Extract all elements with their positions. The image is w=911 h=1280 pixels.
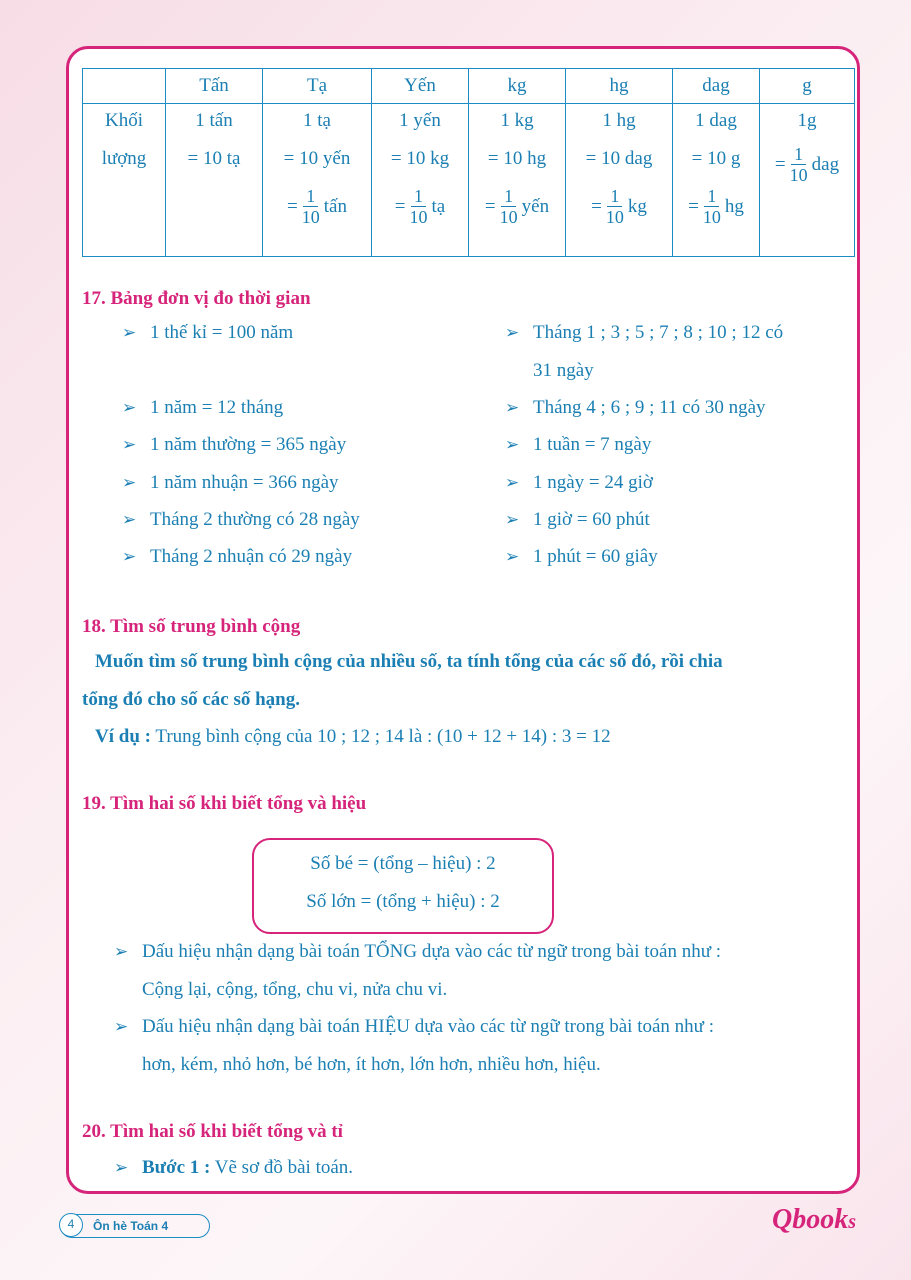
list-item: ➢ 1 giờ = 60 phút (505, 509, 650, 530)
row-label: Khối (105, 110, 143, 131)
arrow-bullet-icon: ➢ (505, 323, 520, 342)
fraction-unit: yến (521, 195, 550, 217)
example-text: Trung bình cộng của 10 ; 12 ; 14 là : (10 + 12 + 14) : 3 = 12 (155, 726, 611, 747)
fraction-denominator: 10 (499, 207, 518, 227)
list-item: ➢ 1 thế kỉ = 100 năm (122, 322, 294, 343)
arrow-bullet-icon: ➢ (505, 435, 520, 454)
table-cell (673, 104, 760, 257)
cell-line: 1g (797, 110, 817, 131)
list-item: ➢ Dấu hiệu nhận dạng bài toán TỔNG dựa vào các từ ngữ trong bài toán như : (114, 941, 722, 962)
cell-line: = 10 g (691, 148, 741, 169)
list-item: ➢ 1 năm nhuận = 366 ngày (122, 472, 339, 493)
book-title: Ôn hè Toán 4 (93, 1219, 169, 1233)
equals-sign: = (287, 195, 298, 217)
fraction-denominator: 10 (702, 207, 721, 227)
table-header-cell: g (760, 69, 855, 104)
list-item: ➢ Dấu hiệu nhận dạng bài toán HIỆU dựa vào các từ ngữ trong bài toán như : (114, 1016, 714, 1037)
arrow-bullet-icon: ➢ (505, 473, 520, 492)
table-cell (566, 104, 673, 257)
fraction-unit: tạ (431, 195, 446, 217)
fraction-unit: tấn (323, 195, 347, 217)
table-cell (372, 104, 469, 257)
fraction-line (469, 186, 565, 227)
list-item: ➢ Tháng 1 ; 3 ; 5 ; 7 ; 8 ; 10 ; 12 có (505, 322, 784, 343)
arrow-bullet-icon: ➢ (122, 398, 137, 417)
publisher-logo: Qbooks (772, 1204, 857, 1235)
mass-unit-table (82, 68, 855, 257)
cell-line: 1 tạ (303, 110, 331, 131)
fraction-denominator: 10 (301, 207, 320, 227)
cell-line: = 10 yến (283, 148, 351, 169)
list-item: ➢ Tháng 2 nhuận có 29 ngày (122, 546, 353, 567)
equals-sign: = (484, 195, 496, 217)
fraction (606, 186, 624, 227)
section-20-title: 20. Tìm hai số khi biết tổng và tỉ (82, 1121, 343, 1142)
table-header-cell (83, 69, 166, 104)
fraction-line (673, 186, 759, 227)
arrow-bullet-icon: ➢ (505, 547, 520, 566)
rule-text: Muốn tìm số trung bình cộng của nhiều số, ta tính tổng của các số đó, rồi chia (95, 651, 723, 672)
fraction-numerator: 1 (704, 186, 719, 207)
fraction-line (372, 186, 468, 227)
arrow-bullet-icon: ➢ (114, 1017, 129, 1036)
cell-line: 1 hg (602, 110, 636, 131)
row-label-cell (83, 104, 166, 257)
example-line (95, 726, 611, 748)
fraction (410, 186, 428, 227)
table-header-cell: hg (566, 69, 673, 104)
step-text: Vẽ sơ đồ bài toán. (214, 1157, 354, 1178)
fraction-denominator: 10 (409, 207, 428, 227)
fraction-unit: hg (724, 195, 744, 217)
table-row (83, 104, 855, 257)
arrow-bullet-icon: ➢ (505, 510, 520, 529)
arrow-bullet-icon: ➢ (114, 1158, 129, 1177)
arrow-bullet-icon: ➢ (122, 547, 137, 566)
row-label: lượng (101, 148, 147, 169)
arrow-bullet-icon: ➢ (122, 473, 137, 492)
table-header-cell: dag (673, 69, 760, 104)
list-item (114, 1157, 353, 1179)
fraction-numerator: 1 (411, 186, 426, 207)
table-header-row (83, 69, 855, 104)
page-number: 4 (59, 1213, 83, 1237)
table-header-cell: Tấn (166, 69, 263, 104)
arrow-bullet-icon: ➢ (114, 942, 129, 961)
formula-box (252, 838, 554, 934)
formula-big-number: Số lớn = (tổng + hiệu) : 2 (306, 891, 500, 912)
cell-line: = 10 hg (487, 148, 547, 169)
table-header-cell: Yến (372, 69, 469, 104)
list-item: ➢ Tháng 2 thường có 28 ngày (122, 509, 360, 530)
table-header-cell: Tạ (263, 69, 372, 104)
fraction-line (760, 144, 854, 185)
equals-sign: = (774, 153, 786, 175)
list-item-continuation: Cộng lại, cộng, tổng, chu vi, nửa chu vi. (142, 979, 448, 1000)
cell-line: = 10 tạ (187, 148, 241, 169)
fraction-denominator: 10 (789, 165, 808, 185)
fraction-unit: dag (811, 153, 840, 175)
list-item-continuation: hơn, kém, nhỏ hơn, bé hơn, ít hơn, lớn hơn, nhiều hơn, hiệu. (142, 1054, 601, 1075)
equals-sign: = (688, 195, 699, 217)
fraction-numerator: 1 (501, 186, 516, 207)
fraction (790, 144, 808, 185)
cell-line: 1 tấn (195, 110, 233, 131)
fraction-numerator: 1 (303, 186, 318, 207)
equals-sign: = (591, 195, 602, 217)
arrow-bullet-icon: ➢ (122, 323, 137, 342)
fraction-numerator: 1 (791, 144, 806, 165)
cell-line: 1 kg (500, 110, 534, 131)
arrow-bullet-icon: ➢ (122, 435, 137, 454)
list-item: ➢ 1 năm thường = 365 ngày (122, 434, 347, 455)
fraction-denominator: 10 (605, 207, 624, 227)
formula-small-number: Số bé = (tổng – hiệu) : 2 (310, 853, 496, 874)
section-17-title: 17. Bảng đơn vị đo thời gian (82, 288, 311, 309)
list-item-continuation: 31 ngày (533, 360, 594, 381)
list-item: ➢ Tháng 4 ; 6 ; 9 ; 11 có 30 ngày (505, 397, 766, 418)
list-item: ➢ 1 phút = 60 giây (505, 546, 658, 567)
section-18-title: 18. Tìm số trung bình cộng (82, 616, 301, 637)
list-item: ➢ 1 ngày = 24 giờ (505, 472, 653, 493)
cell-line: 1 yến (399, 110, 441, 131)
fraction-numerator: 1 (607, 186, 622, 207)
table-cell (469, 104, 566, 257)
fraction-unit: kg (627, 195, 647, 217)
fraction (703, 186, 721, 227)
table-cell (760, 104, 855, 257)
table-cell (166, 104, 263, 257)
table-header-cell: kg (469, 69, 566, 104)
table-cell (263, 104, 372, 257)
fraction (302, 186, 320, 227)
fraction-line (263, 186, 371, 227)
arrow-bullet-icon: ➢ (505, 398, 520, 417)
list-item: ➢ 1 tuần = 7 ngày (505, 434, 652, 455)
example-label: Ví dụ : (95, 726, 151, 747)
footer-book-badge (60, 1214, 210, 1238)
equals-sign: = (394, 195, 406, 217)
section-19-title: 19. Tìm hai số khi biết tổng và hiệu (82, 793, 367, 814)
cell-line: 1 dag (695, 110, 737, 131)
list-item: ➢ 1 năm = 12 tháng (122, 397, 284, 418)
fraction-line (566, 186, 672, 227)
step-label: Bước 1 : (142, 1157, 211, 1178)
arrow-bullet-icon: ➢ (122, 510, 137, 529)
cell-line: = 10 kg (390, 148, 450, 169)
rule-text: tổng đó cho số các số hạng. (82, 689, 300, 710)
cell-line: = 10 dag (585, 148, 653, 169)
fraction (500, 186, 518, 227)
